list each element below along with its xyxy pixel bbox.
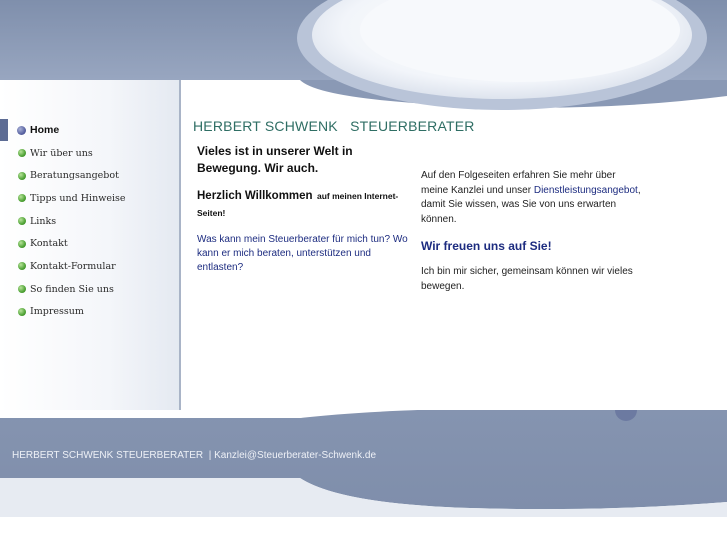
green-ball-icon [18,240,26,248]
green-ball-icon [18,308,26,316]
nav-item-impressum[interactable] [18,301,178,324]
nav-item-wir-ueber-uns[interactable] [18,142,178,165]
active-nav-marker [0,119,8,141]
heading-name: HERBERT SCHWENK [193,118,338,134]
footer-company: HERBERT SCHWENK STEUERBERATER [12,450,204,461]
content-right [421,169,641,294]
welcome-big: Herzlich Willkommen [197,190,313,202]
nav-item-label: Tipps und Hinweise [30,192,126,204]
welcome-message: Wir freuen uns auf Sie! [421,239,552,253]
sidebar-divider [179,80,181,418]
blue-ball-icon [17,126,26,135]
sidebar-nav [18,119,178,323]
nav-item-label: Beratungsangebot [30,170,119,182]
question-text: Was kann mein Steuerberater für mich tun? Wo kann er mich beraten, unterstützen und entlasten? [197,234,408,273]
nav-item-tipps-und-hinweise[interactable] [18,187,178,210]
welcome-text [197,187,417,221]
nav-item-label: Kontakt-Formular [30,260,116,272]
page-title [193,118,475,134]
nav-item-label: Home [30,124,60,137]
green-ball-icon [18,285,26,293]
footer-email-link[interactable]: Kanzlei@Steuerberater-Schwenk.de [214,450,377,461]
nav-item-kontakt-formular[interactable] [18,255,178,278]
nav-item-label: Wir über uns [30,147,93,159]
green-ball-icon [18,149,26,157]
nav-item-links[interactable] [18,210,178,233]
nav-item-label: Kontakt [30,238,68,250]
intro-paragraph [421,169,641,227]
nav-item-label: Impressum [30,306,84,318]
nav-item-home[interactable] [18,119,178,142]
green-ball-icon [18,194,26,202]
welcome-small: auf meinen Internet-Seiten! [197,191,399,218]
intro-text-b: , damit Sie wissen, was Sie von uns erwarten können. [421,184,641,225]
footer-separator: | [208,450,212,461]
closing-paragraph: Ich bin mir sicher, gemeinsam können wir vieles bewegen. [421,266,633,292]
nav-item-label: Links [30,215,57,227]
green-ball-icon [18,172,26,180]
content-left [197,143,417,275]
footer-banner [0,410,727,520]
nav-item-so-finden-sie-uns[interactable] [18,278,178,301]
dienstleistungsangebot-link[interactable]: Dienstleistungsangebot [533,184,638,196]
green-ball-icon [18,262,26,270]
footer-contact [12,450,376,461]
nav-item-kontakt[interactable] [18,232,178,255]
lead-text: Vieles ist in unserer Welt in Bewegung. Wir auch. [197,144,353,175]
heading-title: STEUERBERATER [350,118,475,134]
green-ball-icon [18,217,26,225]
intro-text-a: Auf den Folgeseiten erfahren Sie mehr über meine Kanzlei und unser [421,170,616,196]
nav-item-beratungsangebot[interactable] [18,164,178,187]
nav-item-label: So finden Sie uns [30,283,114,295]
